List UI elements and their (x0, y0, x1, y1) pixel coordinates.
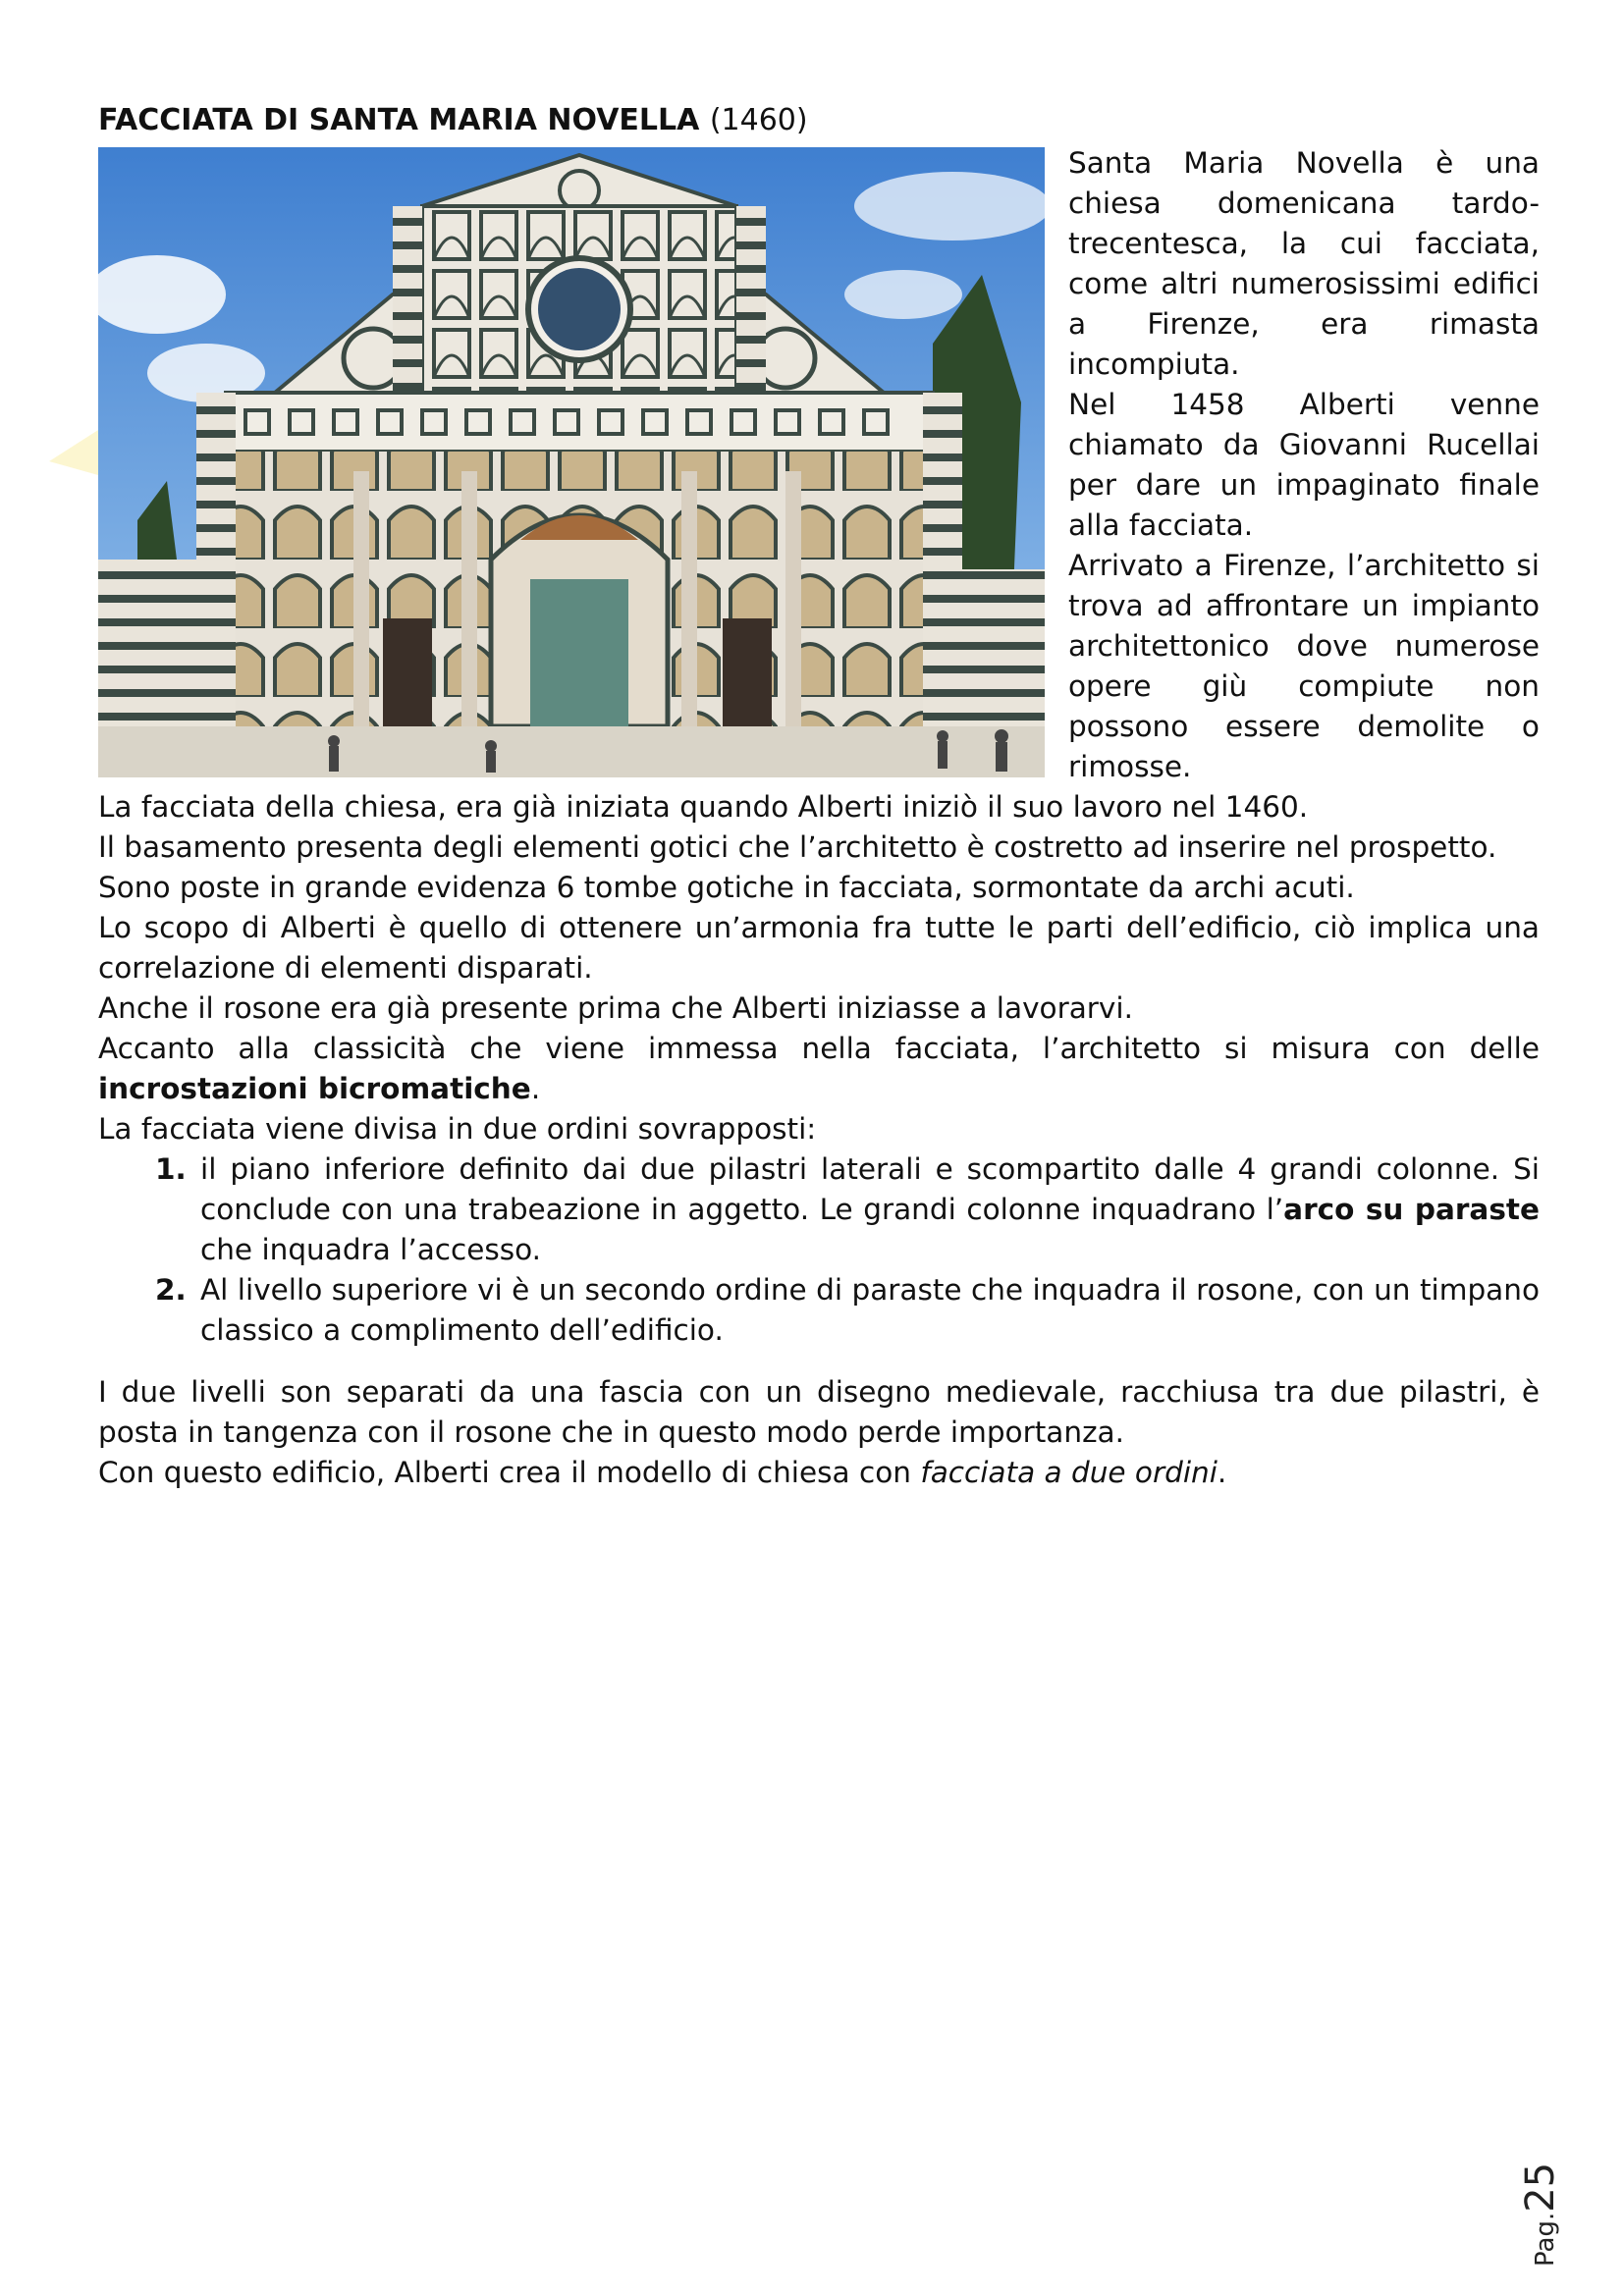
paragraph-livelli: I due livelli son separati da una fascia con un disegno medievale, racchiusa tra due pilastri, è posta in tangenza con il rosone che in questo modo perde importanza. (98, 1375, 1540, 1449)
list-item: 2. Al livello superiore vi è un secondo ordine di paraste che inquadra il rosone, con un timpano classico a complimento dell’edificio. (196, 1270, 1540, 1351)
title-year: (1460) (709, 103, 808, 137)
list-item (196, 1149, 1540, 1270)
paragraph-ordini: La facciata viene divisa in due ordini sovrapposti: (98, 1112, 817, 1146)
page-number-prefix: Pag. (1531, 2212, 1560, 2267)
classicita-text: Accanto alla classicità che viene immessa nella facciata, l’architetto si misura con delle (98, 1032, 1540, 1065)
document-page (98, 98, 1540, 1493)
conclusione-end: . (1217, 1456, 1227, 1489)
intro-paragraph-2: Nel 1458 Alberti venne chiamato da Giovanni Rucellai per dare un impaginato finale alla facciata. (1068, 388, 1540, 542)
intro-paragraph-1: Santa Maria Novella è una chiesa domenicana tardo-trecentesca, la cui facciata, come altri numerosissimi edifici a Firenze, era rimasta incompiuta. (1068, 146, 1540, 381)
list-item-1-text: il piano inferiore definito dai due pilastri laterali e scompartito dalle 4 grandi colonne. Si conclude con una trabeazione in aggetto. Le grandi colonne inquadrano l’ (200, 1152, 1540, 1226)
church-facade-photo (98, 147, 1045, 777)
intro-paragraph-3: Arrivato a Firenze, l’architetto si trova ad affrontare un impianto architettonico dove numerose opere giù compiute non possono essere demolite o rimosse. (1068, 549, 1540, 783)
conclusione-text: Con questo edificio, Alberti crea il modello di chiesa con (98, 1456, 921, 1489)
classicita-end: . (530, 1072, 541, 1105)
paragraph-conclusione (98, 1453, 1540, 1493)
page-title (98, 98, 1540, 143)
page-number-value: 25 (1518, 2162, 1563, 2213)
list-item-1-bold: arco su paraste (1283, 1193, 1540, 1226)
page-number (1518, 2163, 1563, 2267)
conclusione-italic: facciata a due ordini (920, 1456, 1218, 1489)
ordini-list (98, 1149, 1540, 1351)
paragraph-basamento: Il basamento presenta degli elementi gotici che l’architetto è costretto ad inserire nel prospetto. (98, 830, 1497, 864)
paragraph-classicita (98, 1029, 1540, 1109)
title-text: FACCIATA DI SANTA MARIA NOVELLA (98, 103, 700, 137)
classicita-bold: incrostazioni bicromatiche (98, 1072, 531, 1105)
intro-paragraph-4: La facciata della chiesa, era già iniziata quando Alberti iniziò il suo lavoro nel 1460. (98, 790, 1309, 824)
paragraph-scopo: Lo scopo di Alberti è quello di ottenere un’armonia fra tutte le parti dell’edificio, ciò implica una correlazione di elementi disparati. (98, 911, 1540, 985)
paragraph-tombe: Sono poste in grande evidenza 6 tombe gotiche in facciata, sormontate da archi acuti. (98, 871, 1355, 904)
paragraph-rosone: Anche il rosone era già presente prima che Alberti iniziasse a lavorarvi. (98, 991, 1133, 1025)
list-item-1-end: che inquadra l’accesso. (200, 1233, 542, 1266)
